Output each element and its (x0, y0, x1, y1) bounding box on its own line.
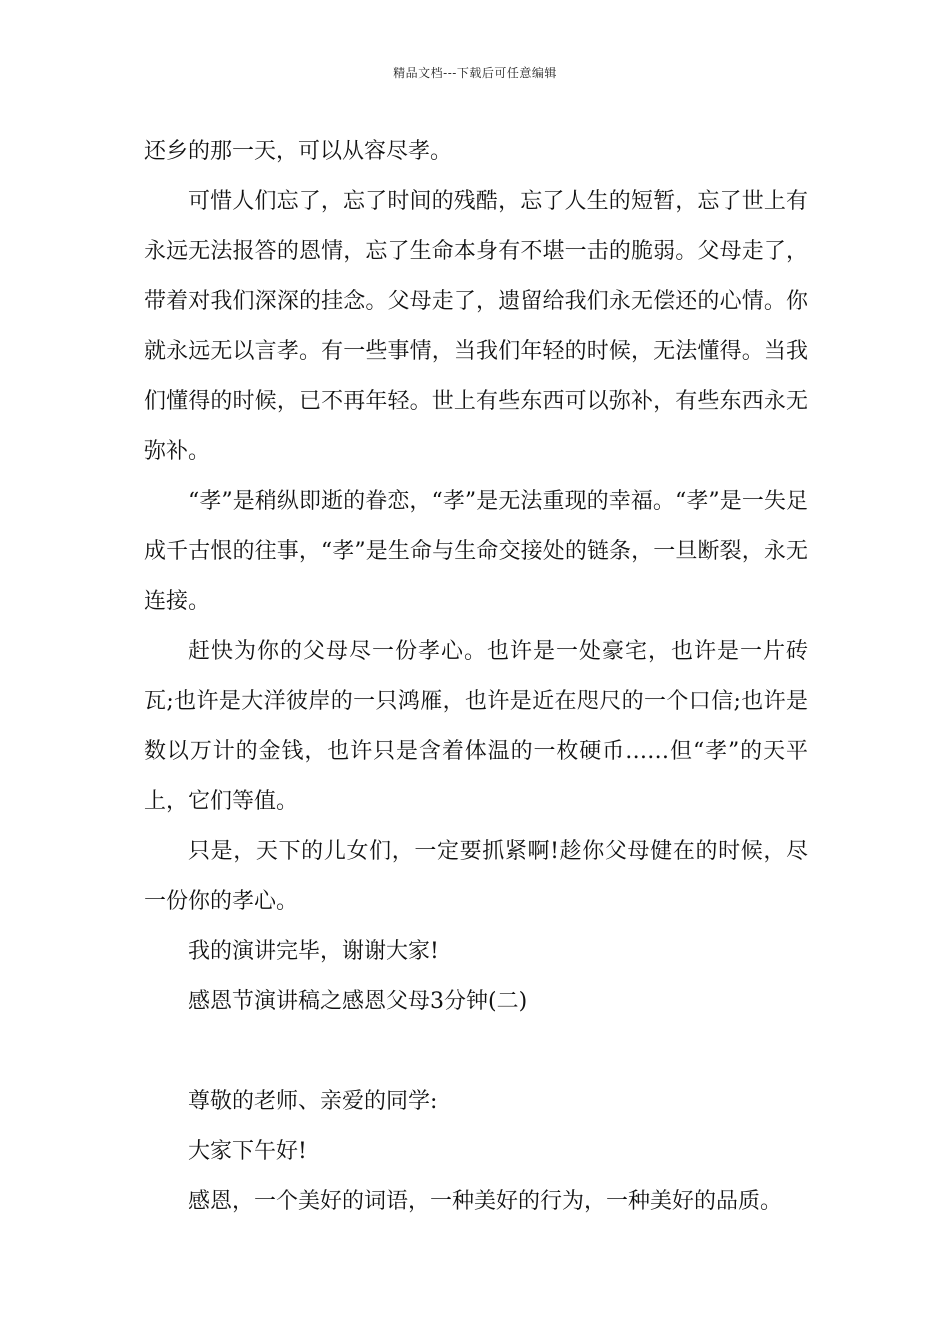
paragraph-closing: 我的演讲完毕，谢谢大家! (188, 939, 439, 964)
salutation: 尊敬的老师、亲爱的同学: (188, 1089, 438, 1114)
greeting: 大家下午好! (188, 1139, 307, 1164)
paragraph-seize: 只是，天下的儿女们，一定要抓紧啊!趁你父母健在的时候，尽一份你的孝心。 (144, 839, 808, 914)
section-title: 感恩节演讲稿之感恩父母3分钟(二) (188, 989, 528, 1014)
paragraph-continuation: 还乡的那一天，可以从容尽孝。 (144, 139, 453, 164)
page-header: 精品文档---下载后可任意编辑 (393, 66, 557, 80)
document-body (144, 127, 808, 1227)
blank-line (144, 1027, 808, 1077)
paragraph-hurry: 赶快为你的父母尽一份孝心。也许是一处豪宅，也许是一片砖瓦;也许是大洋彼岸的一只鸿雁，也许是近在咫尺的一个口信;也许是数以万计的金钱，也许只是含着体温的一枚硬币……但“孝”的天平上，它们等值。 (144, 639, 808, 814)
paragraph-xiao-definition: “孝”是稍纵即逝的眷恋，“孝”是无法重现的幸福。“孝”是一失足成千古恨的往事，“孝”是生命与生命交接处的链条，一旦断裂，永无连接。 (144, 489, 808, 614)
paragraph-forgotten: 可惜人们忘了，忘了时间的残酷，忘了人生的短暂，忘了世上有永远无法报答的恩情，忘了生命本身有不堪一击的脆弱。父母走了，带着对我们深深的挂念。父母走了，遗留给我们永无偿还的心情。你就永远无以言孝。有一些事情，当我们年轻的时候，无法懂得。当我们懂得的时候，已不再年轻。世上有些东西可以弥补，有些东西永无弥补。 (144, 189, 808, 464)
paragraph-gratitude: 感恩，一个美好的词语，一种美好的行为，一种美好的品质。 (188, 1189, 783, 1214)
